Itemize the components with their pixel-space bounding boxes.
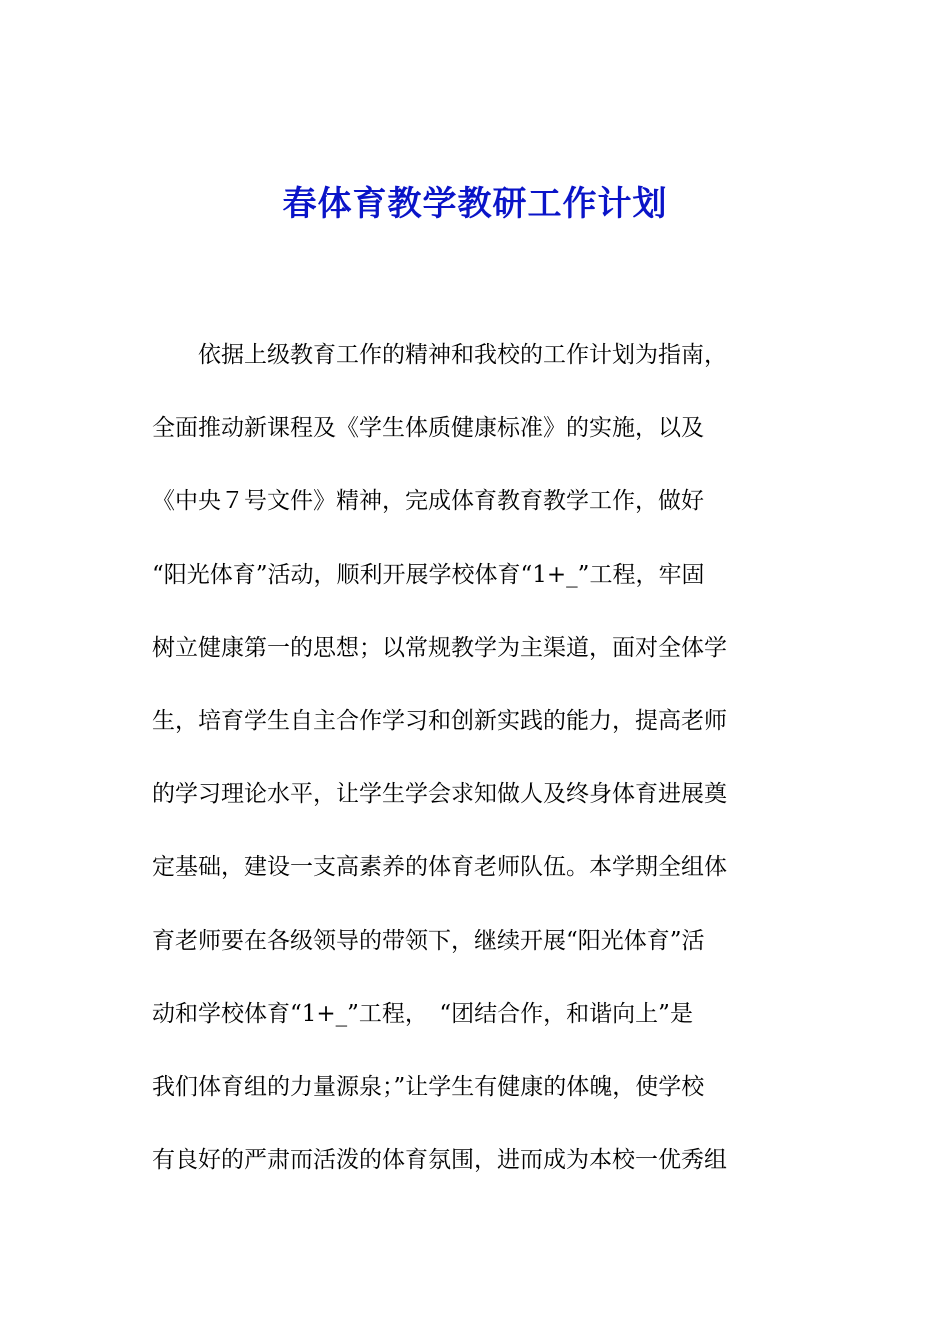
paragraph-line: 动和学校体育“1+_”工程， “团结合作，和谐向上”是 — [152, 1000, 693, 1027]
document-body — [152, 328, 800, 1206]
paragraph-line: 有良好的严肃而活泼的体育氛围，进而成为本校一优秀组 — [152, 1147, 727, 1174]
document-title: 春体育教学教研工作计划 — [282, 184, 668, 224]
paragraph-line: “阳光体育”活动，顺利开展学校体育“1+_”工程，牢固 — [152, 561, 705, 588]
paragraph-line: 我们体育组的力量源泉；”让学生有健康的体魄，使学校 — [152, 1073, 705, 1100]
paragraph-line: 全面推动新课程及《学生体质健康标准》的实施，以及 — [152, 415, 704, 442]
paragraph-line: 树立健康第一的思想；以常规教学为主渠道，面对全体学 — [152, 634, 727, 661]
paragraph-line: 依据上级教育工作的精神和我校的工作计划为指南， — [152, 342, 727, 368]
paragraph-line: 育老师要在各级领导的带领下，继续开展“阳光体育”活 — [152, 927, 705, 954]
paragraph-line: 的学习理论水平，让学生学会求知做人及终身体育进展奠 — [152, 781, 727, 808]
paragraph-line: 生，培育学生自主合作学习和创新实践的能力，提高老师 — [152, 707, 727, 734]
paragraph-line: 定基础，建设一支高素养的体育老师队伍。本学期全组体 — [152, 854, 727, 881]
paragraph-line: 《中央７号文件》精神，完成体育教育教学工作，做好 — [152, 488, 704, 515]
